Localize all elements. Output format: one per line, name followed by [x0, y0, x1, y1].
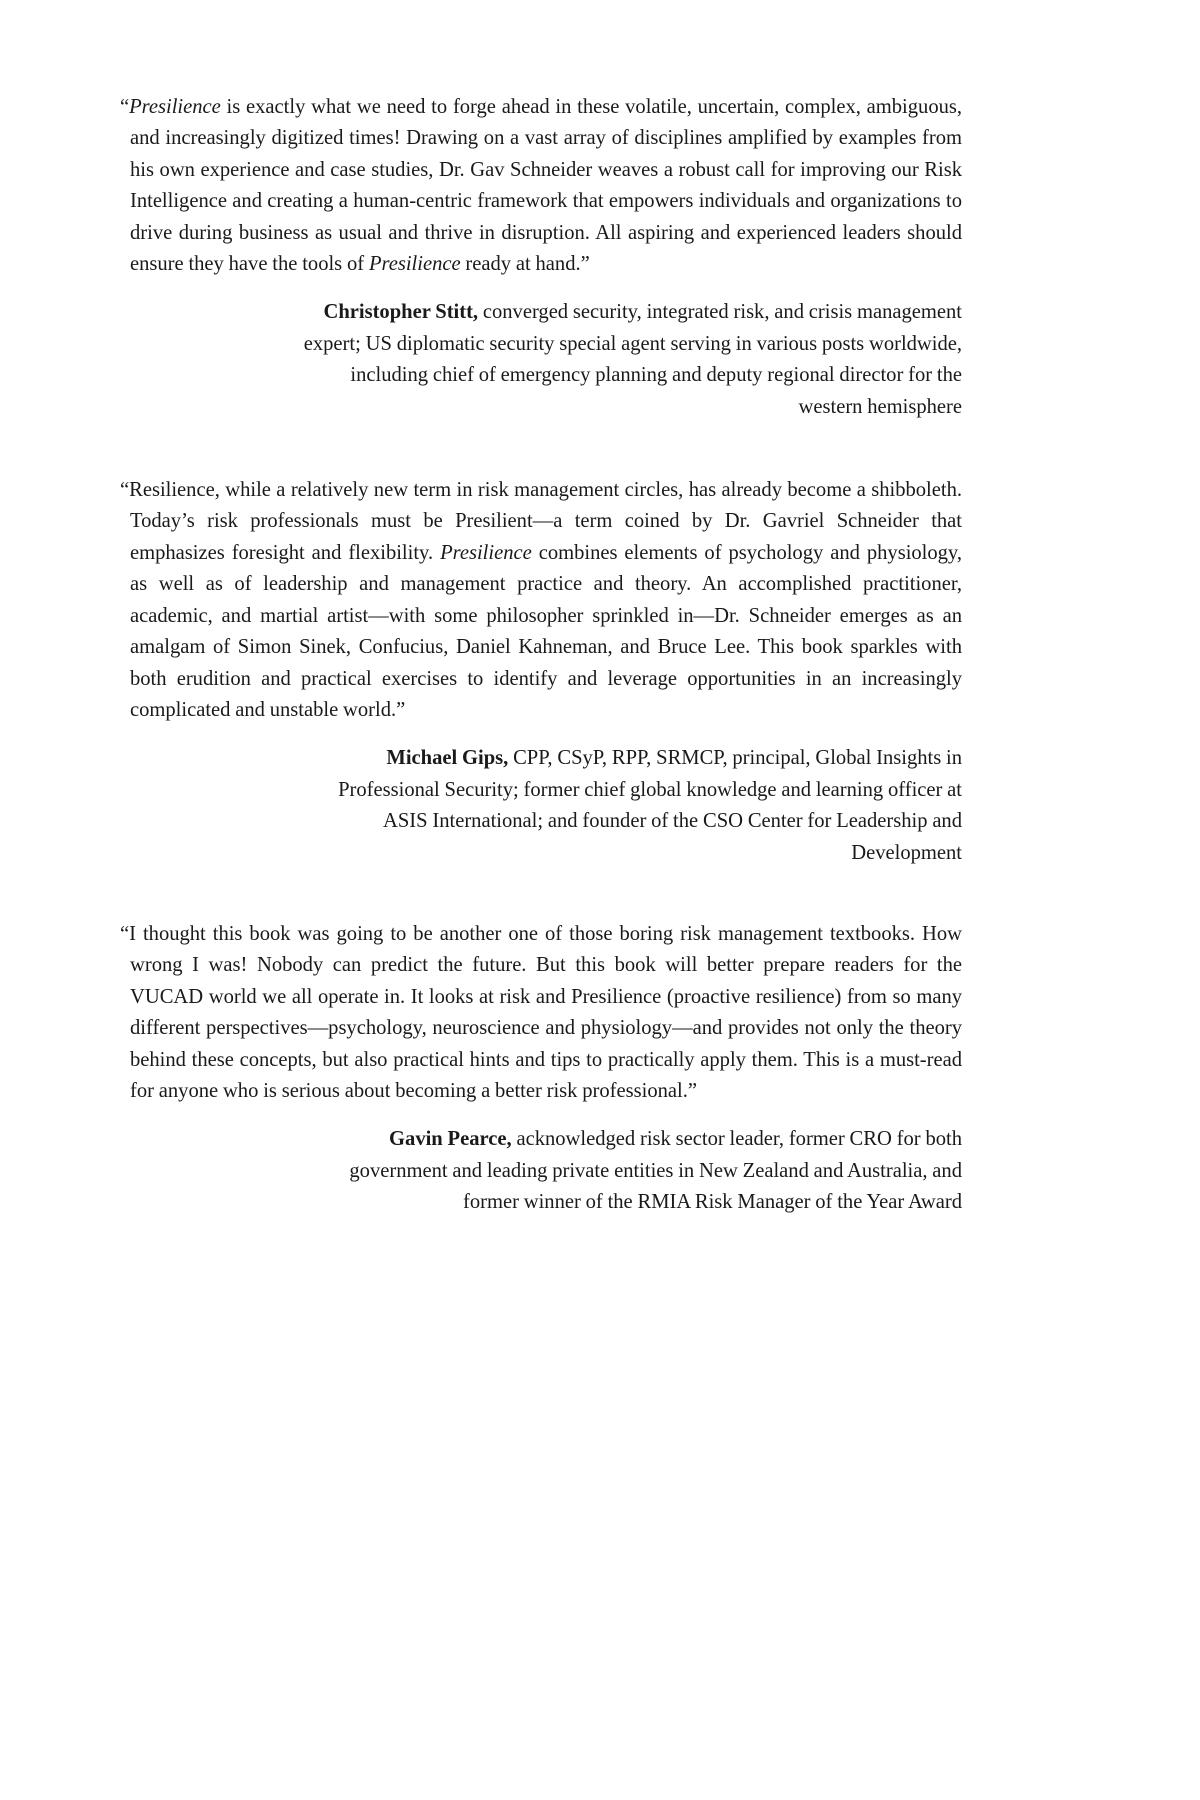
attribution-credentials: CPP, CSyP, RPP, SRMCP, principal, Global Insights in Professional Security; former chief global knowledge and learning officer at ASIS International; and founder of the CSO Center for Leadership and Development	[338, 747, 962, 864]
endorsement-attribution	[120, 726, 962, 869]
endorsement-block	[120, 919, 962, 1219]
endorsement-quote: “Presilience is exactly what we need to forge ahead in these volatile, uncertain, complex, ambiguous, and increasingly digitized times! Drawing on a vast array of disciplines amplified by examples from his own experience and case studies, Dr. Gav Schneider weaves a robust call for improving our Risk Intelligence and creating a human-centric framework that empowers individuals and organizations to drive during business as usual and thrive in disruption. All aspiring and experienced leaders should ensure they have the tools of Presilience ready at hand.”	[120, 96, 962, 276]
attribution-name: Christopher Stitt,	[323, 301, 479, 324]
attribution-credentials: acknowledged risk sector leader, former CRO for both government and leading private entities in New Zealand and Australia, and former winner of the RMIA Risk Manager of the Year Award	[349, 1128, 962, 1214]
attribution-name: Gavin Pearce,	[389, 1128, 512, 1151]
attribution-name: Michael Gips,	[386, 747, 509, 770]
endorsement-quote: “I thought this book was going to be another one of those boring risk management textbooks. How wrong I was! Nobody can predict the future. But this book will better prepare readers for the VUCAD world we all operate in. It looks at risk and Presilience (proactive resilience) from so many different perspectives—psychology, neuroscience and physiology—and provides not only the theory behind these concepts, but also practical hints and tips to practically apply them. This is a must-read for anyone who is serious about becoming a better risk professional.”	[120, 922, 962, 1102]
endorsements-container	[120, 92, 962, 1219]
endorsement-attribution	[120, 1107, 962, 1218]
attribution-credentials: converged security, integrated risk, and crisis management expert; US diplomatic security special agent serving in various posts worldwide, including chief of emergency planning and deputy regional director for the western hemisphere	[303, 301, 962, 418]
endorsement-block	[120, 475, 962, 869]
endorsement-block	[120, 92, 962, 423]
endorsement-attribution	[120, 280, 962, 423]
endorsement-quote: “Resilience, while a relatively new term in risk management circles, has already become a shibboleth. Today’s risk professionals must be Presilient—a term coined by Dr. Gavriel Schneider that emphasizes foresight and flexibility. Presilience combines elements of psychology and physiology, as well as of leadership and management practice and theory. An accomplished practitioner, academic, and martial artist—with some philosopher sprinkled in—Dr. Schneider emerges as an amalgam of Simon Sinek, Confucius, Daniel Kahneman, and Bruce Lee. This book sparkles with both erudition and practical exercises to identify and leverage opportunities in an increasingly complicated and unstable world.”	[120, 479, 962, 721]
